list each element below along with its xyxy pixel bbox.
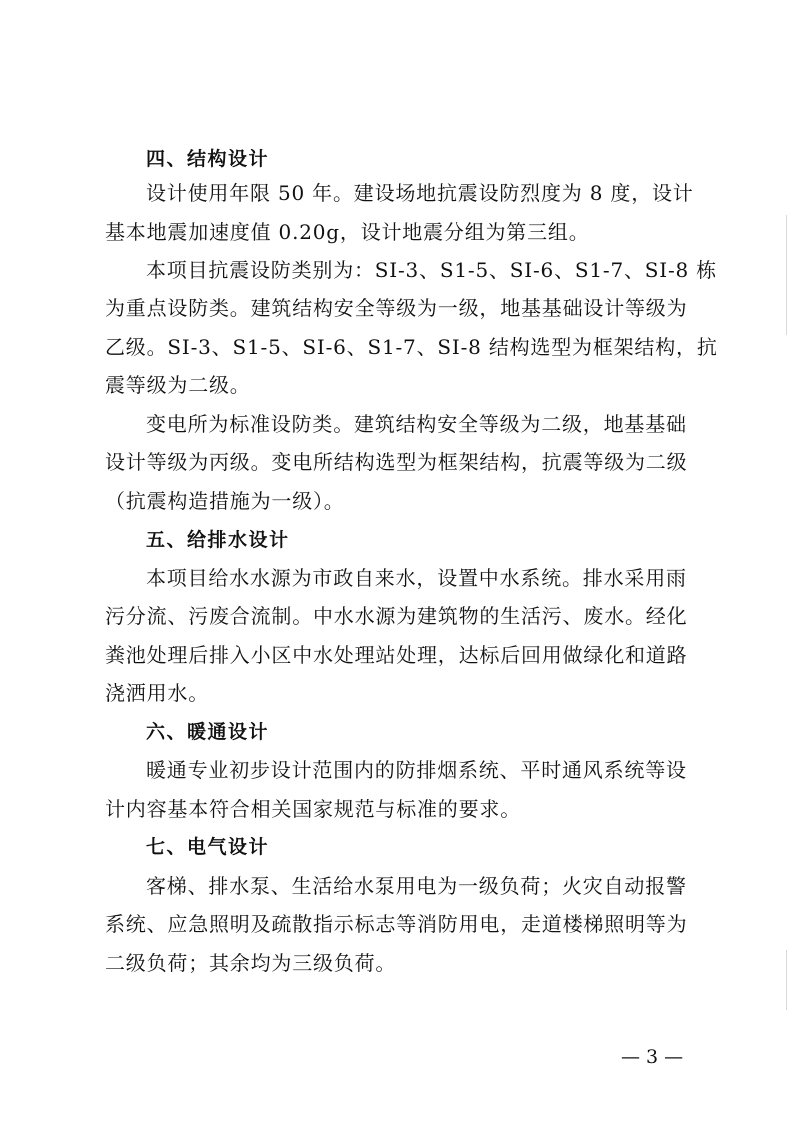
section-heading-electrical: 七、电气设计 <box>146 836 270 858</box>
scan-edge-mark <box>786 950 787 1010</box>
paragraph-line: 本项目抗震设防类别为：SI-3、S1-5、SI-6、S1-7、SI-8 栋 <box>146 258 718 282</box>
section-heading-hvac: 六、暖通设计 <box>146 721 270 743</box>
paragraph-line: 乙级。SI-3、S1-5、SI-6、S1-7、SI-8 结构选型为框架结构，抗 <box>105 335 718 359</box>
paragraph-line: 客梯、排水泵、生活给水泵用电为一级负荷；火灾自动报警 <box>146 874 687 898</box>
section-heading-structure: 四、结构设计 <box>146 148 270 170</box>
paragraph-line: 二级负荷；其余均为三级负荷。 <box>105 951 397 975</box>
paragraph-line: 浇洒用水。 <box>105 681 209 705</box>
paragraph-line: 变电所为标准设防类。建筑结构安全等级为二级，地基基础 <box>146 412 687 436</box>
paragraph-line: 设计等级为丙级。变电所结构选型为框架结构，抗震等级为二级 <box>105 450 688 474</box>
paragraph-line: 本项目给水水源为市政自来水，设置中水系统。排水采用雨 <box>146 566 687 590</box>
paragraph-line: 计内容基本符合相关国家规范与标准的要求。 <box>105 797 521 821</box>
paragraph-line: 系统、应急照明及疏散指示标志等消防用电，走道楼梯照明等为 <box>105 912 688 936</box>
page-number: — 3 — <box>621 1046 684 1068</box>
paragraph-line: 粪池处理后排入小区中水处理站处理，达标后回用做绿化和道路 <box>105 643 688 667</box>
paragraph-line: 震等级为二级。 <box>105 373 251 397</box>
paragraph-line: 污分流、污废合流制。中水水源为建筑物的生活污、废水。经化 <box>105 604 688 628</box>
scan-edge-mark <box>786 215 787 335</box>
paragraph-line: （抗震构造措施为一级）。 <box>105 489 345 513</box>
paragraph-line: 基本地震加速度值 0.20g，设计地震分组为第三组。 <box>105 220 590 244</box>
paragraph-line: 为重点设防类。建筑结构安全等级为一级，地基基础设计等级为 <box>105 296 688 320</box>
paragraph-line: 设计使用年限 50 年。建设场地抗震设防烈度为 8 度，设计 <box>146 181 694 205</box>
section-heading-water: 五、给排水设计 <box>146 529 290 551</box>
paragraph-line: 暖通专业初步设计范围内的防排烟系统、平时通风系统等设 <box>146 758 687 782</box>
